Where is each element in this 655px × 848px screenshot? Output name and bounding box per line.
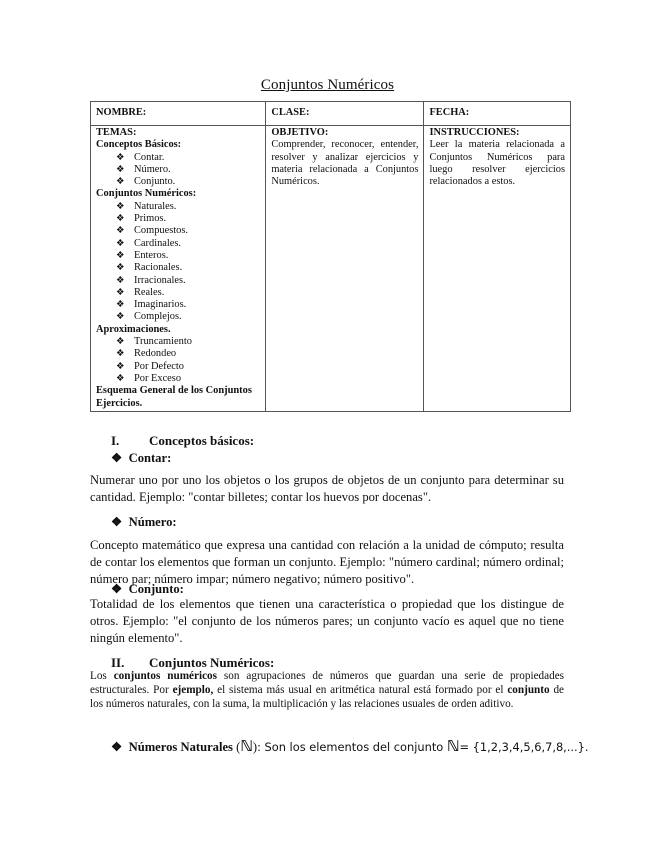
- list-item: ❖ Irracionales.: [116, 274, 186, 286]
- diamond-bullet-icon: ❖: [116, 177, 125, 188]
- list-item: ❖ Enteros.: [116, 249, 169, 261]
- list-item: ❖ Compuestos.: [116, 225, 188, 237]
- section-number: II.: [111, 655, 125, 670]
- section-heading: [111, 655, 274, 671]
- subheading-label: Contar:: [128, 451, 172, 465]
- diamond-bullet-icon: ❖: [116, 164, 125, 175]
- diamond-bullet-icon: ❖: [116, 275, 125, 286]
- list-item: ❖ Truncamiento: [116, 336, 192, 348]
- diamond-bullet-icon: ❖: [111, 582, 123, 596]
- list-item: ❖ Imaginarios.: [116, 299, 187, 311]
- naturales-label: Números Naturales: [128, 740, 233, 754]
- page-title: Conjuntos Numéricos: [260, 77, 395, 93]
- naturales-definition: ❖ Números Naturales (ℕ): Son los elementos del conjunto ℕ= {1,2,3,4,5,6,7,8,...}.: [111, 737, 589, 755]
- diamond-bullet-icon: ❖: [116, 226, 125, 237]
- diamond-bullet-icon: ❖: [116, 287, 125, 298]
- diamond-bullet-icon: ❖: [116, 250, 125, 261]
- diamond-bullet-icon: ❖: [116, 201, 125, 212]
- header-row: [91, 102, 571, 126]
- paragraph-numero: Concepto matemático que expresa una cantidad con relación a la unidad de cómputo; resulta de contar los elementos que forman un conjunto. Ejemplo: "número cardinal; número ordinal; número par; número impar; número negativo; número positivo".: [90, 538, 564, 586]
- paragraph-contar: Numerar uno por uno los objetos o los grupos de objetos de un conjunto para determinar su cantidad. Ejemplo: "contar billetes; contar los huevos por docenas".: [90, 473, 564, 504]
- list-item: ❖ Por Defecto: [116, 360, 184, 372]
- subheading-conjunto: [111, 581, 184, 597]
- diamond-bullet-icon: ❖: [116, 152, 125, 163]
- instrucciones-text: Leer la materia relacionada a Conjuntos Numéricos para luego resolver ejercicios relacionados a estos.: [429, 139, 565, 188]
- diamond-bullet-icon: ❖: [116, 300, 125, 311]
- section-title: Conceptos básicos:: [149, 433, 255, 448]
- diamond-bullet-icon: ❖: [116, 373, 125, 384]
- diamond-bullet-icon: ❖: [116, 361, 125, 372]
- list-item: ❖ Por Exceso: [116, 372, 182, 384]
- diamond-bullet-icon: ❖: [116, 312, 125, 323]
- section-heading: [111, 433, 254, 449]
- list-item: ❖ Racionales.: [116, 262, 183, 274]
- subheading-label: Número:: [128, 515, 177, 529]
- diamond-bullet-icon: ❖: [116, 238, 125, 249]
- diamond-bullet-icon: ❖: [116, 214, 125, 225]
- diamond-bullet-icon: ❖: [116, 337, 125, 348]
- temas-cell: [91, 126, 266, 412]
- diamond-bullet-icon: ❖: [116, 349, 125, 360]
- nombre-header: NOMBRE:: [91, 102, 266, 126]
- diamond-bullet-icon: ❖: [111, 740, 123, 754]
- topic-list: [116, 152, 260, 189]
- fecha-header: FECHA:: [424, 102, 571, 126]
- paragraph-conjunto: Totalidad de los elementos que tienen una característica o propiedad que los distingue de otros. Ejemplo: "el conjunto de los números pares; un conjunto vacío es aquel que no tiene ningún elemento".: [90, 597, 564, 645]
- diamond-bullet-icon: ❖: [116, 263, 125, 274]
- list-item: ❖ Complejos.: [116, 311, 182, 323]
- topic-list: [116, 336, 260, 385]
- objetivo-text: Comprender, reconocer, entender, resolver y analizar ejercicios y materia relacionada a Conjuntos Numéricos.: [271, 139, 419, 188]
- diamond-bullet-icon: ❖: [111, 515, 123, 529]
- diamond-bullet-icon: ❖: [111, 451, 123, 465]
- group-heading: Conceptos Básicos:: [96, 139, 182, 151]
- list-item: ❖ Reales.: [116, 286, 165, 298]
- naturals-set: = {1,2,3,4,5,6,7,8,...}.: [459, 740, 589, 754]
- list-item: ❖ Primos.: [116, 213, 167, 225]
- objetivo-cell: [266, 126, 424, 412]
- topic-list: [116, 201, 260, 324]
- list-item: ❖ Número.: [116, 163, 171, 175]
- instrucciones-cell: [424, 126, 571, 412]
- naturals-symbol: ℕ: [240, 737, 253, 755]
- objetivo-label: OBJETIVO:: [271, 127, 329, 138]
- list-item: ❖ Conjunto.: [116, 176, 176, 188]
- list-item: ❖ Contar.: [116, 151, 165, 163]
- group-heading: Conjuntos Numéricos:: [96, 188, 197, 200]
- group-heading: Aproximaciones.: [96, 323, 171, 335]
- section-title: Conjuntos Numéricos:: [149, 655, 275, 670]
- list-item: ❖ Cardinales.: [116, 237, 182, 249]
- content-row: [91, 126, 571, 412]
- subheading-contar: [111, 450, 171, 466]
- temas-label: TEMAS:: [96, 127, 137, 138]
- temas-footer: Esquema General de los Conjuntos Ejercicios.: [96, 385, 252, 409]
- subheading-label: Conjunto:: [128, 582, 184, 596]
- list-item: ❖ Naturales.: [116, 200, 177, 212]
- section-number: I.: [111, 433, 120, 448]
- subheading-numero: [111, 514, 177, 530]
- clase-header: CLASE:: [266, 102, 424, 126]
- instrucciones-label: INSTRUCCIONES:: [429, 127, 520, 138]
- naturals-symbol: ℕ: [446, 737, 460, 755]
- list-item: ❖ Redondeo: [116, 348, 177, 360]
- lesson-plan-table: [90, 101, 571, 412]
- paragraph-intro: Los conjuntos numéricos son agrupaciones de números que guardan una serie de propiedades estructurales. Por ejemplo, el sistema más usual en aritmética natural está formado por el conjunto de los números naturales, con la suma, la multiplicación y las relaciones usuales de orden aditivo.: [90, 670, 565, 710]
